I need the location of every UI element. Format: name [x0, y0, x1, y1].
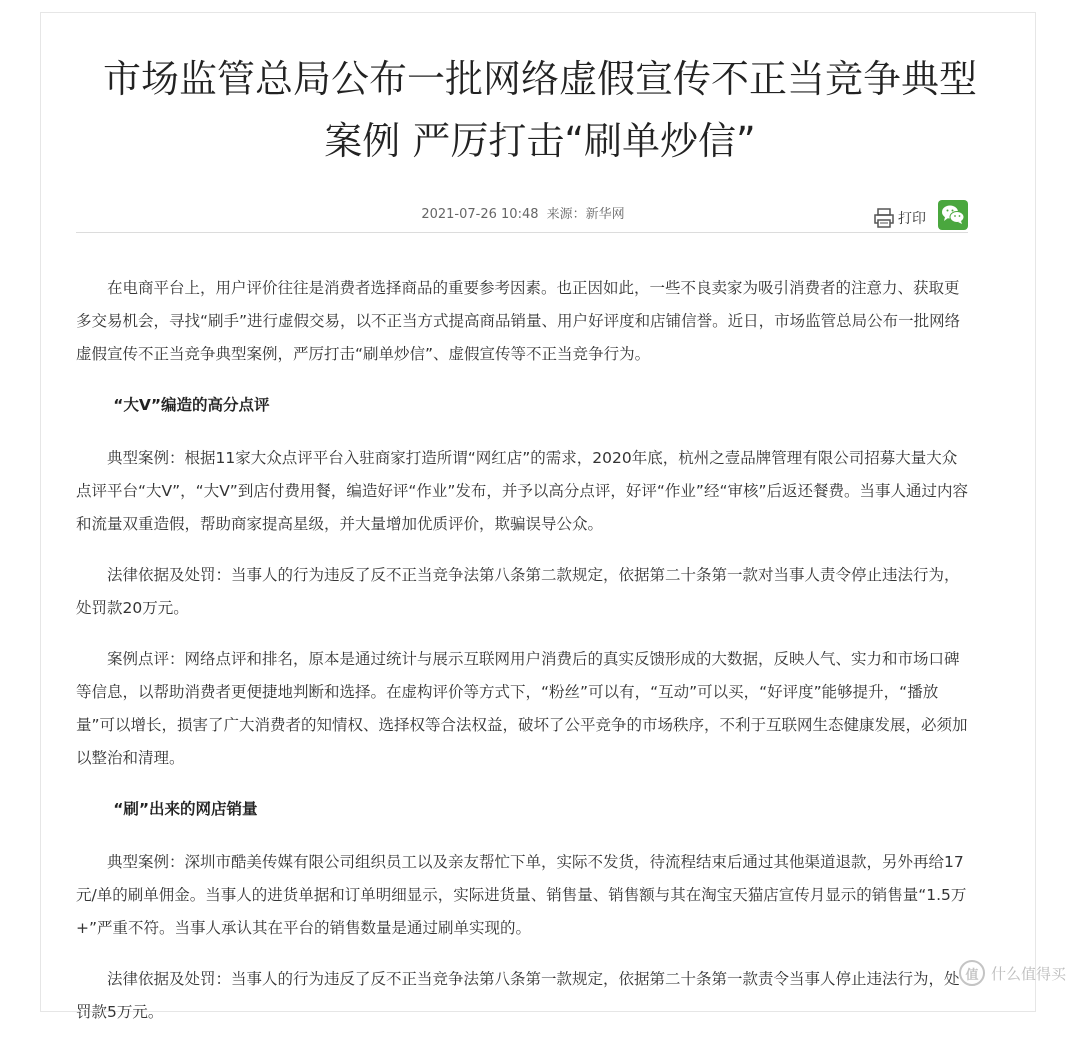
section-heading: “大V”编造的高分点评: [113, 396, 270, 414]
body-paragraph: 在电商平台上，用户评价往往是消费者选择商品的重要参考因素。也正因如此，一些不良卖家为吸引消费者的注意力、获取更多交易机会，寻找“刷手”进行虚假交易，以不正当方式提高商品销量、用户好评度和店铺信誉。近日，市场监管总局公布一批网络虚假宣传不正当竞争典型案例，严厉打击“刷单炒信”、虚假宣传等不正当竞争行为。: [76, 279, 961, 363]
body-paragraph: 法律依据及处罚：当事人的行为违反了反不正当竞争法第八条第一款规定，依据第二十条第一款责令当事人停止违法行为，处罚款5万元。: [76, 970, 960, 1021]
wechat-share-button[interactable]: [938, 200, 968, 230]
article-title: [40, 48, 1040, 172]
body-paragraph: 典型案例：深圳市酷美传媒有限公司组织员工以及亲友帮忙下单，实际不发货，待流程结束后通过其他渠道退款，另外再给17元/单的刷单佣金。当事人的进货单据和订单明细显示，实际进货量、销售量、销售额与其在淘宝天猫店宣传月显示的销售量“1.5万+”严重不符。当事人承认其在平台的销售数量是通过刷单实现的。: [76, 853, 967, 937]
title-line-2: 案例 严厉打击“刷单炒信”: [324, 119, 756, 163]
watermark-text: 什么值得买: [990, 964, 1066, 983]
body-paragraph: 典型案例：根据11家大众点评平台入驻商家打造所谓“网红店”的需求，2020年底，杭州之壹品牌管理有限公司招募大量大众点评平台“大V”，“大V”到店付费用餐，编造好评“作业”发布，并予以高分点评，好评“作业”经“审核”后返还餐费。当事人通过内容和流量双重造假，帮助商家提高星级，并大量增加优质评价，欺骗误导公众。: [76, 449, 969, 533]
print-button[interactable]: [873, 207, 926, 229]
body-paragraph: 法律依据及处罚：当事人的行为违反了反不正当竞争法第八条第二款规定，依据第二十条第一款对当事人责令停止违法行为，处罚款20万元。: [76, 566, 960, 617]
site-watermark: [959, 960, 1066, 986]
title-line-1: 市场监管总局公布一批网络虚假宣传不正当竞争典型: [102, 57, 977, 101]
wechat-icon: [941, 204, 965, 226]
smzdm-logo-icon: 值: [959, 960, 985, 986]
publish-date: 2021-07-26 10:48: [421, 207, 539, 222]
body-paragraph: 案例点评：网络点评和排名，原本是通过统计与展示互联网用户消费后的真实反馈形成的大数据，反映人气、实力和市场口碑等信息，以帮助消费者更便捷地判断和选择。在虚构评价等方式下，“粉丝”可以有，“互动”可以买，“好评度”能够提升，“播放量”可以增长，损害了广大消费者的知情权、选择权等合法权益，破坏了公平竞争的市场秩序，不利于互联网生态健康发展，必须加以整治和清理。: [76, 650, 968, 767]
article-body: [76, 272, 972, 1047]
source-label: 来源：新华网: [546, 207, 625, 222]
header-divider: [76, 232, 968, 233]
section-heading: “刷”出来的网店销量: [113, 800, 258, 818]
print-label: 打印: [898, 211, 926, 227]
printer-icon: [873, 207, 895, 229]
